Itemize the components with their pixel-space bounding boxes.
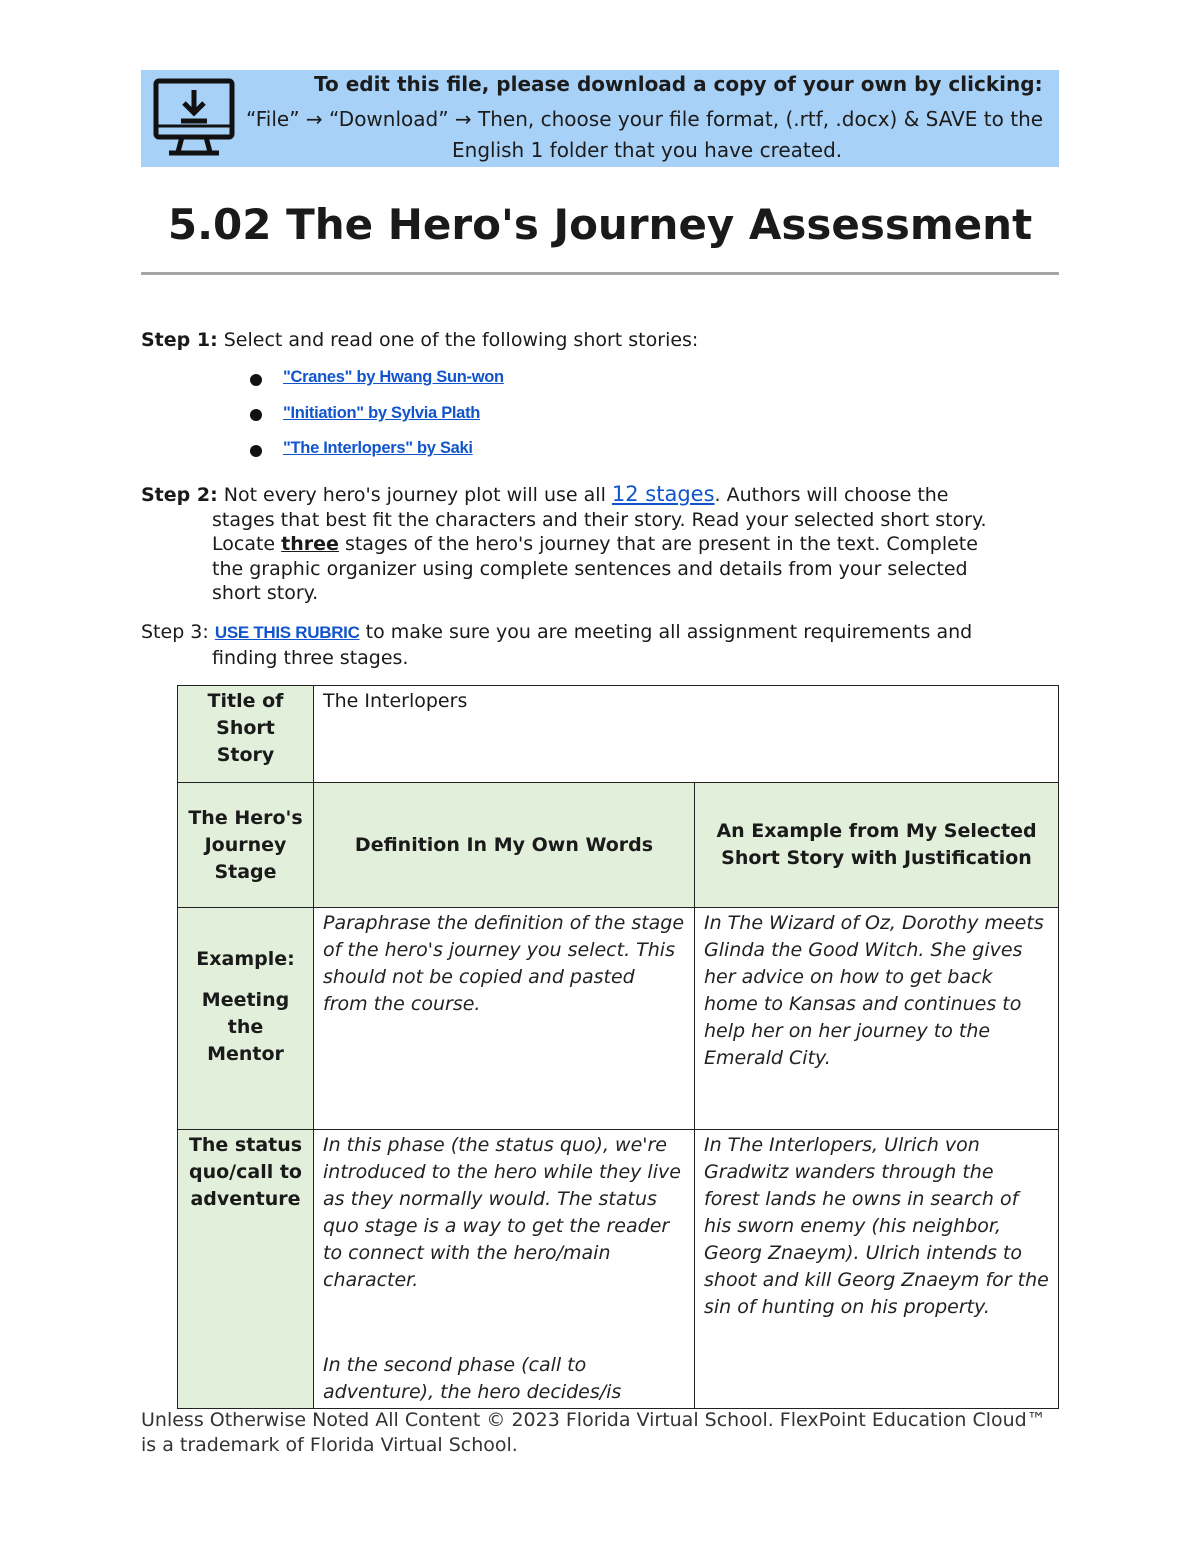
table-row	[178, 686, 1059, 783]
twelve-stages-link[interactable]: 12 stages	[611, 482, 715, 506]
bullet-icon	[250, 409, 262, 421]
bullet-icon	[250, 445, 262, 457]
page-title: 5.02 The Hero's Journey Assessment	[167, 200, 1033, 249]
story-link-cranes[interactable]: "Cranes" by Hwang Sun-won	[283, 368, 504, 387]
example-text-cell: In The Wizard of Oz, Dorothy meets Glinda the Good Witch. She gives her advice on how to get back home to Kansas and continues to help her on her journey to the Emerald City.	[695, 908, 1059, 1130]
list-item	[250, 396, 504, 432]
rubric-link[interactable]: USE THIS RUBRIC	[214, 623, 360, 642]
col-header-example: An Example from My Selected Short Story with Justification	[695, 783, 1059, 908]
table-row	[178, 783, 1059, 908]
row1-example-cell[interactable]: In The Interlopers, Ulrich von Gradwitz wanders through the forest lands he owns in search of his sworn enemy (his neighbor, Georg Znaeym). Ulrich intends to shoot and kill Georg Znaeym for the sin of hunting on his property.	[695, 1130, 1059, 1409]
step-2-text: Not every hero's journey plot will use all	[217, 484, 612, 506]
col-header-stage: The Hero's Journey Stage	[178, 783, 314, 908]
banner-instructions-line1: “File” → “Download” → Then, choose your file format, (.rtf, .docx) & SAVE to the	[246, 107, 1044, 131]
example-definition-cell: Paraphrase the definition of the stage of the hero's journey you select. This should not be copied and pasted from the course.	[314, 908, 695, 1130]
title-value-cell[interactable]: The Interlopers	[314, 686, 1059, 783]
example-label: Example:	[196, 948, 295, 970]
story-link-interlopers[interactable]: "The Interlopers" by Saki	[283, 439, 473, 458]
step-1-text: Select and read one of the following short stories:	[217, 329, 699, 351]
example-stage: Meeting the Mentor	[201, 989, 290, 1065]
banner-instructions-line2: English 1 folder that you have created.	[452, 138, 843, 162]
example-stage-cell	[178, 908, 314, 1130]
step-1-label: Step 1:	[141, 329, 218, 351]
step-2-emphasis: three	[281, 533, 339, 555]
step-2-line4: the graphic organizer using complete sentences and details from your selected	[212, 557, 968, 580]
title-divider	[141, 272, 1059, 275]
step-2-text-cont: . Authors will choose the	[714, 484, 949, 506]
story-link-initiation[interactable]: "Initiation" by Sylvia Plath	[283, 403, 481, 422]
table-row	[178, 1130, 1059, 1409]
step-2-line5: short story.	[212, 582, 319, 604]
graphic-organizer-table	[177, 685, 1059, 1409]
download-monitor-icon	[151, 76, 237, 158]
row1-definition-part1: In this phase (the status quo), we're introduced to the hero while they live as they normally would. The status quo stage is a way to get the reader to connect with the hero/main character.	[323, 1134, 681, 1291]
table-row	[178, 908, 1059, 1130]
step-1	[141, 328, 698, 353]
step-3-line2: finding three stages.	[212, 646, 409, 669]
list-item	[250, 431, 504, 467]
row1-definition-cell[interactable]	[314, 1130, 695, 1409]
step-2	[141, 482, 987, 606]
row1-definition-part2: In the second phase (call to adventure), the hero decides/is	[323, 1354, 622, 1403]
step-3-text: to make sure you are meeting all assignment requirements and	[359, 621, 973, 643]
bullet-icon	[250, 374, 262, 386]
banner-title: To edit this file, please download a copy of your own by clicking:	[314, 72, 1043, 96]
step-2-line3-b: stages of the hero's journey that are present in the text. Complete	[338, 533, 978, 555]
title-label-cell: Title of Short Story	[178, 686, 314, 783]
row1-stage-cell: The status quo/call to adventure	[178, 1130, 314, 1409]
page-footer: Unless Otherwise Noted All Content © 2023 Florida Virtual School. FlexPoint Education Cloud™ is a trademark of Florida Virtual School.	[141, 1409, 1046, 1456]
story-list	[250, 360, 504, 467]
step-3-label: Step 3:	[141, 621, 215, 643]
step-3	[141, 620, 972, 670]
list-item	[250, 360, 504, 396]
step-2-line2: stages that best fit the characters and their story. Read your selected short story.	[212, 508, 987, 531]
step-2-line3	[141, 532, 987, 557]
step-2-line3-a: Locate	[212, 533, 282, 555]
col-header-definition: Definition In My Own Words	[314, 783, 695, 908]
step-2-label: Step 2:	[141, 484, 218, 506]
